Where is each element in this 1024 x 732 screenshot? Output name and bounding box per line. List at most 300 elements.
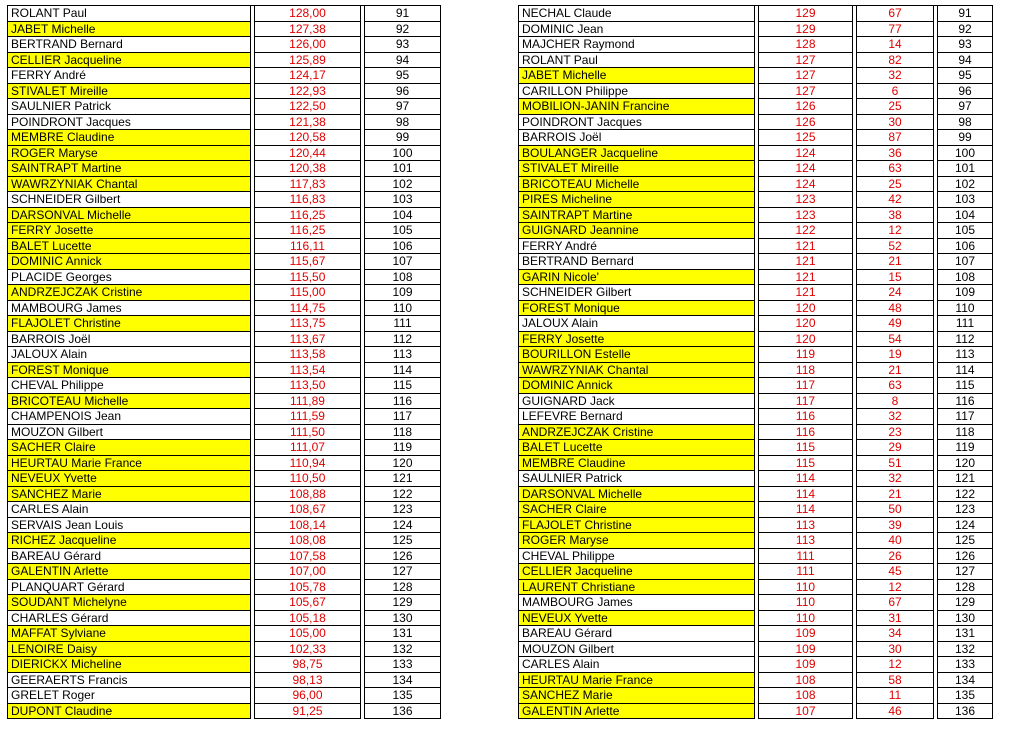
name-cell: DUPONT Claudine [7,704,251,720]
score-cell: 115,67 [254,254,361,270]
rank-cell: 134 [364,673,441,689]
secondary-points-cell: 34 [856,626,934,642]
right-table-body [518,5,993,719]
name-cell: CELLIER Jacqueline [7,53,251,69]
table-row [7,409,441,425]
table-row [7,332,441,348]
points-cell: 121 [758,254,853,270]
name-cell: FLAJOLET Christine [518,518,755,534]
rank-cell: 129 [937,595,993,611]
points-cell: 116 [758,409,853,425]
secondary-points-cell: 19 [856,347,934,363]
table-row [518,642,993,658]
score-cell: 117,83 [254,177,361,193]
score-cell: 125,89 [254,53,361,69]
rank-cell: 109 [364,285,441,301]
rank-cell: 111 [364,316,441,332]
points-cell: 124 [758,146,853,162]
score-cell: 96,00 [254,688,361,704]
points-cell: 114 [758,487,853,503]
table-row [518,487,993,503]
rank-cell: 99 [364,130,441,146]
points-cell: 127 [758,84,853,100]
secondary-points-cell: 58 [856,673,934,689]
name-cell: ROGER Maryse [518,533,755,549]
left-table-body [7,5,441,719]
name-cell: BRICOTEAU Michelle [518,177,755,193]
rank-cell: 123 [937,502,993,518]
table-row [518,254,993,270]
rank-cell: 113 [937,347,993,363]
table-row [518,456,993,472]
rank-cell: 115 [364,378,441,394]
table-row [7,549,441,565]
name-cell: FERRY André [518,239,755,255]
name-cell: PIRES Micheline [518,192,755,208]
points-cell: 126 [758,99,853,115]
table-row [518,626,993,642]
table-row [518,5,993,22]
rank-cell: 96 [364,84,441,100]
rank-cell: 92 [937,22,993,38]
table-row [518,53,993,69]
table-row [7,301,441,317]
points-cell: 114 [758,471,853,487]
points-cell: 107 [758,704,853,720]
secondary-points-cell: 46 [856,704,934,720]
table-row [518,471,993,487]
name-cell: BAREAU Gérard [518,626,755,642]
score-cell: 113,58 [254,347,361,363]
secondary-points-cell: 32 [856,471,934,487]
table-row [518,99,993,115]
name-cell: DOMINIC Annick [7,254,251,270]
table-row [518,316,993,332]
secondary-points-cell: 45 [856,564,934,580]
rank-cell: 129 [364,595,441,611]
secondary-points-cell: 38 [856,208,934,224]
secondary-points-cell: 21 [856,487,934,503]
name-cell: MAMBOURG James [7,301,251,317]
table-row [518,192,993,208]
rank-cell: 101 [937,161,993,177]
name-cell: CARILLON Philippe [518,84,755,100]
points-cell: 121 [758,270,853,286]
table-row [518,301,993,317]
rank-cell: 120 [937,456,993,472]
points-cell: 113 [758,533,853,549]
name-cell: JALOUX Alain [518,316,755,332]
name-cell: RICHEZ Jacqueline [7,533,251,549]
name-cell: FOREST Monique [518,301,755,317]
rank-cell: 119 [364,440,441,456]
name-cell: SERVAIS Jean Louis [7,518,251,534]
rank-cell: 112 [937,332,993,348]
name-cell: JABET Michelle [518,68,755,84]
rank-cell: 136 [364,704,441,720]
name-cell: STIVALET Mireille [518,161,755,177]
rank-cell: 131 [364,626,441,642]
table-row [7,580,441,596]
name-cell: BALET Lucette [7,239,251,255]
rank-cell: 124 [937,518,993,534]
name-cell: STIVALET Mireille [7,84,251,100]
name-cell: GRELET Roger [7,688,251,704]
secondary-points-cell: 54 [856,332,934,348]
name-cell: CARLES Alain [7,502,251,518]
name-cell: MAJCHER Raymond [518,37,755,53]
table-row [7,316,441,332]
rank-cell: 106 [364,239,441,255]
score-cell: 122,93 [254,84,361,100]
points-cell: 127 [758,53,853,69]
name-cell: SAINTRAPT Martine [518,208,755,224]
name-cell: LEFEVRE Bernard [518,409,755,425]
name-cell: NEVEUX Yvette [518,611,755,627]
name-cell: GUIGNARD Jeannine [518,223,755,239]
rank-cell: 122 [364,487,441,503]
name-cell: SAULNIER Patrick [7,99,251,115]
name-cell: CHAMPENOIS Jean [7,409,251,425]
score-cell: 111,07 [254,440,361,456]
table-row [7,394,441,410]
table-row [7,37,441,53]
table-row [7,533,441,549]
rank-cell: 96 [937,84,993,100]
table-row [7,611,441,627]
table-row [7,363,441,379]
points-cell: 118 [758,363,853,379]
name-cell: BERTRAND Bernard [7,37,251,53]
name-cell: NEVEUX Yvette [7,471,251,487]
name-cell: SANCHEZ Marie [518,688,755,704]
table-row [7,115,441,131]
table-row [7,130,441,146]
table-row [7,502,441,518]
name-cell: FERRY André [7,68,251,84]
rank-cell: 97 [937,99,993,115]
table-row [7,471,441,487]
rank-cell: 101 [364,161,441,177]
points-cell: 117 [758,378,853,394]
rank-cell: 110 [937,301,993,317]
secondary-points-cell: 40 [856,533,934,549]
table-row [518,518,993,534]
table-row [518,332,993,348]
table-row [518,533,993,549]
rank-cell: 104 [364,208,441,224]
name-cell: MOBILION-JANIN Francine [518,99,755,115]
name-cell: SACHER Claire [7,440,251,456]
points-cell: 109 [758,657,853,673]
rank-cell: 120 [364,456,441,472]
points-cell: 115 [758,440,853,456]
table-row [7,425,441,441]
table-row [7,347,441,363]
score-cell: 113,75 [254,316,361,332]
secondary-points-cell: 11 [856,688,934,704]
table-row [7,487,441,503]
rank-cell: 94 [937,53,993,69]
right-ranking-table [518,5,993,719]
name-cell: DIERICKX Micheline [7,657,251,673]
table-row [7,704,441,720]
name-cell: BOULANGER Jacqueline [518,146,755,162]
rank-cell: 125 [937,533,993,549]
points-cell: 111 [758,564,853,580]
rank-cell: 132 [364,642,441,658]
rank-cell: 114 [937,363,993,379]
name-cell: MOUZON Gilbert [518,642,755,658]
secondary-points-cell: 63 [856,378,934,394]
score-cell: 124,17 [254,68,361,84]
table-row [7,378,441,394]
table-row [518,425,993,441]
rank-cell: 97 [364,99,441,115]
rank-cell: 100 [364,146,441,162]
secondary-points-cell: 8 [856,394,934,410]
rank-cell: 107 [937,254,993,270]
rank-cell: 127 [937,564,993,580]
table-row [7,673,441,689]
rank-cell: 105 [937,223,993,239]
score-cell: 126,00 [254,37,361,53]
score-cell: 115,00 [254,285,361,301]
score-cell: 98,13 [254,673,361,689]
table-row [518,580,993,596]
table-row [518,673,993,689]
secondary-points-cell: 15 [856,270,934,286]
table-row [7,192,441,208]
table-row [7,99,441,115]
rank-cell: 117 [937,409,993,425]
score-cell: 116,25 [254,223,361,239]
score-cell: 91,25 [254,704,361,720]
points-cell: 119 [758,347,853,363]
secondary-points-cell: 77 [856,22,934,38]
table-row [518,611,993,627]
rank-cell: 102 [364,177,441,193]
table-row [7,595,441,611]
secondary-points-cell: 82 [856,53,934,69]
points-cell: 111 [758,549,853,565]
rank-cell: 93 [364,37,441,53]
rank-cell: 93 [937,37,993,53]
table-row [7,53,441,69]
rank-cell: 136 [937,704,993,720]
table-row [518,68,993,84]
rank-cell: 126 [937,549,993,565]
points-cell: 124 [758,161,853,177]
score-cell: 127,38 [254,22,361,38]
name-cell: LAURENT Christiane [518,580,755,596]
name-cell: ROLANT Paul [518,53,755,69]
name-cell: SCHNEIDER Gilbert [7,192,251,208]
secondary-points-cell: 12 [856,223,934,239]
name-cell: SAINTRAPT Martine [7,161,251,177]
score-cell: 113,50 [254,378,361,394]
name-cell: HEURTAU Marie France [7,456,251,472]
rank-cell: 133 [937,657,993,673]
secondary-points-cell: 67 [856,5,934,22]
points-cell: 120 [758,332,853,348]
name-cell: CELLIER Jacqueline [518,564,755,580]
name-cell: FLAJOLET Christine [7,316,251,332]
name-cell: GARIN Nicole' [518,270,755,286]
name-cell: DARSONVAL Michelle [7,208,251,224]
table-row [518,146,993,162]
score-cell: 116,25 [254,208,361,224]
points-cell: 120 [758,316,853,332]
secondary-points-cell: 50 [856,502,934,518]
name-cell: MEMBRE Claudine [518,456,755,472]
rank-cell: 130 [937,611,993,627]
points-cell: 108 [758,673,853,689]
score-cell: 116,83 [254,192,361,208]
score-cell: 120,38 [254,161,361,177]
table-row [518,37,993,53]
rank-cell: 104 [937,208,993,224]
score-cell: 107,00 [254,564,361,580]
name-cell: CHEVAL Philippe [7,378,251,394]
score-cell: 116,11 [254,239,361,255]
name-cell: BAREAU Gérard [7,549,251,565]
points-cell: 110 [758,595,853,611]
table-row [7,208,441,224]
rank-cell: 110 [364,301,441,317]
rank-cell: 116 [937,394,993,410]
table-row [518,549,993,565]
table-row [7,5,441,22]
points-cell: 124 [758,177,853,193]
table-row [7,161,441,177]
points-cell: 108 [758,688,853,704]
secondary-points-cell: 21 [856,254,934,270]
secondary-points-cell: 63 [856,161,934,177]
rank-cell: 91 [937,5,993,22]
secondary-points-cell: 29 [856,440,934,456]
rank-cell: 113 [364,347,441,363]
rank-cell: 103 [937,192,993,208]
score-cell: 98,75 [254,657,361,673]
table-row [7,146,441,162]
table-row [518,657,993,673]
table-row [518,347,993,363]
table-row [7,285,441,301]
table-row [518,177,993,193]
secondary-points-cell: 42 [856,192,934,208]
rank-cell: 132 [937,642,993,658]
name-cell: MAFFAT Sylviane [7,626,251,642]
rank-cell: 94 [364,53,441,69]
table-row [518,704,993,720]
rank-cell: 125 [364,533,441,549]
name-cell: PLACIDE Georges [7,270,251,286]
table-row [518,84,993,100]
name-cell: CHEVAL Philippe [518,549,755,565]
table-row [7,270,441,286]
table-row [518,595,993,611]
secondary-points-cell: 49 [856,316,934,332]
table-row [7,642,441,658]
table-row [518,130,993,146]
points-cell: 125 [758,130,853,146]
score-cell: 121,38 [254,115,361,131]
secondary-points-cell: 21 [856,363,934,379]
rank-cell: 98 [364,115,441,131]
table-row [518,409,993,425]
score-cell: 108,88 [254,487,361,503]
name-cell: SAULNIER Patrick [518,471,755,487]
points-cell: 120 [758,301,853,317]
score-cell: 113,54 [254,363,361,379]
secondary-points-cell: 32 [856,68,934,84]
table-row [518,270,993,286]
name-cell: MEMBRE Claudine [7,130,251,146]
secondary-points-cell: 87 [856,130,934,146]
name-cell: FERRY Josette [7,223,251,239]
score-cell: 111,89 [254,394,361,410]
points-cell: 121 [758,239,853,255]
score-cell: 102,33 [254,642,361,658]
score-cell: 105,78 [254,580,361,596]
table-row [7,22,441,38]
name-cell: ROLANT Paul [7,5,251,22]
secondary-points-cell: 32 [856,409,934,425]
points-cell: 117 [758,394,853,410]
score-cell: 114,75 [254,301,361,317]
table-row [518,239,993,255]
rank-cell: 100 [937,146,993,162]
rank-cell: 119 [937,440,993,456]
rank-cell: 117 [364,409,441,425]
table-row [7,239,441,255]
rank-cell: 102 [937,177,993,193]
points-cell: 115 [758,456,853,472]
name-cell: LENOIRE Daisy [7,642,251,658]
secondary-points-cell: 52 [856,239,934,255]
secondary-points-cell: 12 [856,580,934,596]
score-cell: 110,94 [254,456,361,472]
score-cell: 111,50 [254,425,361,441]
table-row [518,440,993,456]
name-cell: WAWRZYNIAK Chantal [518,363,755,379]
name-cell: MAMBOURG James [518,595,755,611]
rank-cell: 109 [937,285,993,301]
rank-cell: 108 [937,270,993,286]
name-cell: FERRY Josette [518,332,755,348]
name-cell: ANDRZEJCZAK Cristine [518,425,755,441]
name-cell: GALENTIN Arlette [7,564,251,580]
name-cell: NECHAL Claude [518,5,755,22]
rank-cell: 95 [937,68,993,84]
name-cell: JABET Michelle [7,22,251,38]
rank-cell: 106 [937,239,993,255]
points-cell: 109 [758,642,853,658]
points-cell: 110 [758,580,853,596]
secondary-points-cell: 26 [856,549,934,565]
rank-cell: 103 [364,192,441,208]
table-row [7,657,441,673]
rank-cell: 99 [937,130,993,146]
name-cell: SACHER Claire [518,502,755,518]
name-cell: BARROIS Joël [518,130,755,146]
points-cell: 127 [758,68,853,84]
rank-cell: 126 [364,549,441,565]
rank-cell: 108 [364,270,441,286]
left-ranking-table [7,5,441,719]
points-cell: 116 [758,425,853,441]
